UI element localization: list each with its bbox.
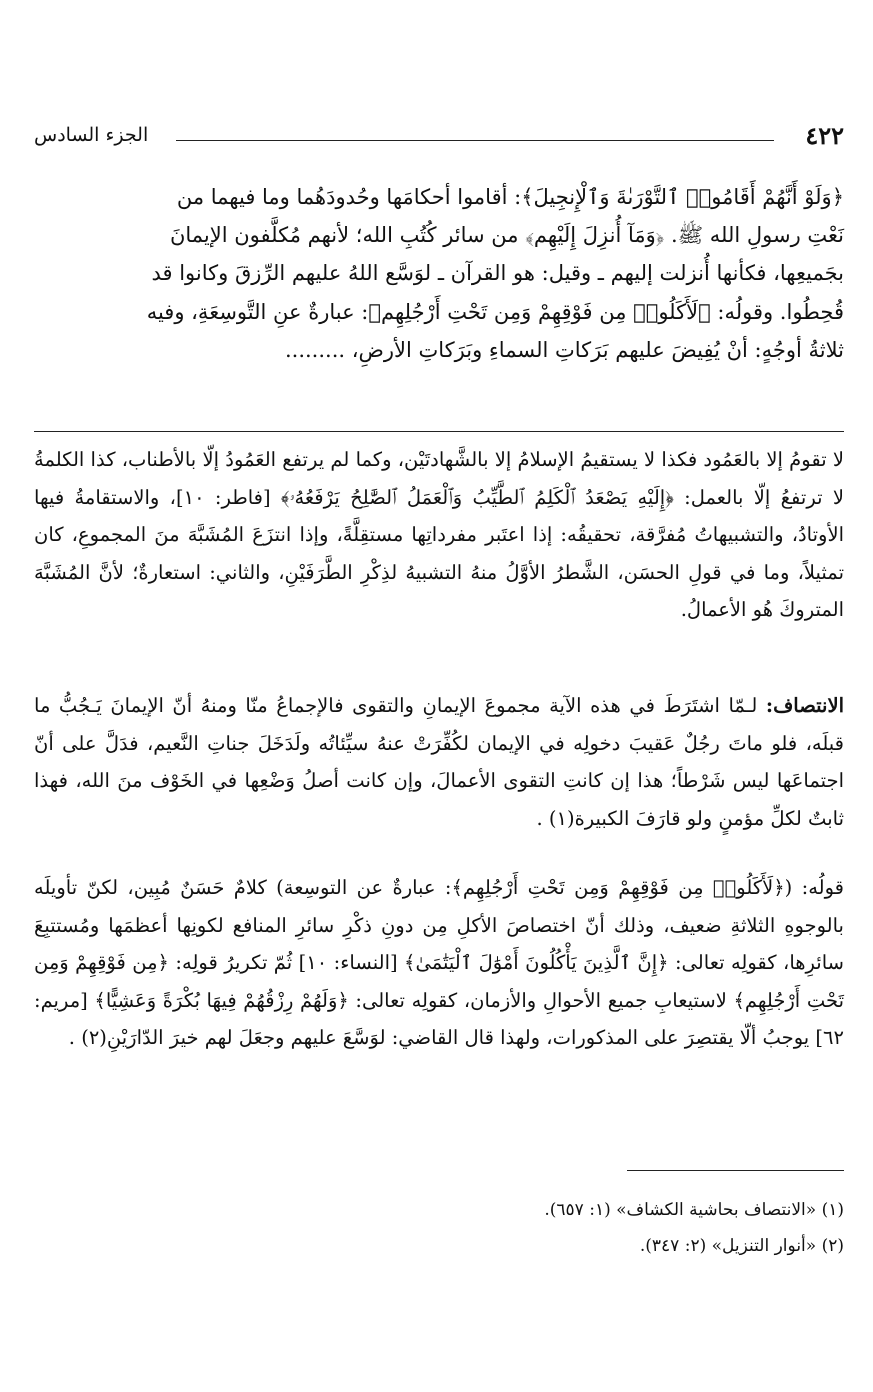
page-number: ٤٢٢ bbox=[805, 121, 844, 150]
commentary-paragraph bbox=[34, 441, 844, 629]
commentary-text: قولُه: (﴿لَأَكَلُوا۟ مِن فَوْقِهِمْ وَمِن تَحْتِ أَرْجُلِهِم﴾: عبارةٌ عن التوسِعة) كلامٌ حَسَنٌ مُبِين، لكنّ تأويلَه بالوجوهِ الثلاثةِ ضعيف، وذلك أنّ اختصاصَ الأكلِ مِن دونِ ذكْرِ سائرِ المنافع لكونِها أعظمَها ومُستتبِعَ سائرِها، كقولِه تعالى: ﴿إِنَّ ٱلَّذِينَ يَأْكُلُونَ أَمْوَٰلَ ٱلْيَتَٰمَىٰ﴾ [النساء: ١٠] ثُمّ تكريرُ قولِه: ﴿مِن فَوْقِهِمْ وَمِن تَحْتِ أَرْجُلِهِم﴾ لاستيعابِ جميع الأحوالِ والأزمان، كقولِه تعالى: ﴿وَلَهُمْ رِزْقُهُمْ فِيهَا بُكْرَةً وَعَشِيًّا﴾ [مريم: ٦٢] يوجبُ ألّا يقتصِرَ على المذكورات، ولهذا قال القاضي: لوَسَّعَ عليهم وجعَلَ لهم خيرَ الدّارَيْنِ(٢) . bbox=[34, 876, 845, 1050]
main-line: ثلاثةُ أوجُهٍ: أنْ يُفِيضَ عليهم بَرَكاتِ السماءِ وبَرَكاتِ الأرضِ، ......... bbox=[284, 337, 844, 362]
commentary-body: لـمّا اشتَرَطَ في هذه الآية مجموعَ الإيمانِ والتقوى فالإجماعُ منّا ومنهُ أنّ الإيمانَ يَـجُبُّ ما قبلَه، فلو ماتَ رجُلٌ عَقيبَ دخولِه في الإيمان لكُفِّرَتْ عنهُ سيِّئاتُه ولَدَخَلَ جناتِ النَّعيم، فدَلَّ على أنّ اجتماعَها ليس شَرْطاً؛ هذا إن كانتِ التقوى الأعمالَ، وإن كانت أصلُ وَضْعِها في الخَوْف منَ الله، فهذا ثابتٌ لكلِّ مؤمنٍ ولو قارَفَ الكبيرة(١) . bbox=[34, 694, 844, 830]
main-line: ﴿وَلَوْ أَنَّهُمْ أَقَامُوا۟ ٱلتَّوْرَىٰةَ وَٱلْإِنجِيلَ﴾: أقاموا أحكامَها وحُدودَهُما وما فيهما من bbox=[176, 185, 844, 209]
commentary-lead: الانتصاف: bbox=[765, 694, 844, 717]
header-rule bbox=[176, 140, 774, 141]
section-divider bbox=[34, 431, 844, 432]
footnote: (٢) «أنوار التنزيل» (٢: ٣٤٧). bbox=[639, 1236, 844, 1256]
commentary-text: لا تقومُ إلا بالعَمُود فكذا لا يستقيمُ الإسلامُ إلا بالشَّهادتَيْن، وكما لم يرتفع العَمُودُ إلّا بالأطناب، كذا الكلمةُ لا ترتفعُ إلّا بالعمل: ﴿إِلَيْهِ يَصْعَدُ ٱلْكَلِمُ ٱلطَّيِّبُ وَٱلْعَمَلُ ٱلصَّٰلِحُ يَرْفَعُهُۥ﴾ [فاطر: ١٠]، والاستقامةُ فيها الأوتادُ، والتشبيهاتُ مُفرَّقة، تحقيقُه: إذا اعتَبر مفرداتِها مستقِلَّةً، وإذا انتزَعَ المُشَبَّهَ منَ المجموعِ، كان تمثيلاً، وما في قولِ الحسَن، الشَّطرُ الأوَّلُ منهُ التشبيهُ لذِكْرِ الطَّرَفَيْنِ، والثاني: استعارةٌ؛ لأنَّ المُشَبَّهَ المتروكَ هُو الأعمالُ. bbox=[34, 448, 844, 622]
main-text bbox=[34, 178, 844, 369]
commentary-paragraph bbox=[34, 869, 844, 1057]
volume-label: الجزء السادس bbox=[34, 124, 149, 146]
footnote: (١) «الانتصاف بحاشية الكشاف» (١: ٦٥٧). bbox=[544, 1200, 844, 1220]
footnotes bbox=[34, 1192, 844, 1264]
main-line: بجَميعِها، فكأنها أُنزلت إليهم ـ وقيل: هو القرآن ـ لوَسَّع اللهُ عليهم الرِّزقَ وكانوا قد bbox=[151, 261, 844, 286]
footnote-rule bbox=[627, 1170, 844, 1171]
main-line: قُحِطُوا. وقولُه: ﴿لَأَكَلُوا۟ مِن فَوْقِهِمْ وَمِن تَحْتِ أَرْجُلِهِم﴾: عبارةٌ عنِ التَّوسِعَةِ، وفيه bbox=[146, 299, 844, 324]
commentary-text bbox=[34, 687, 844, 837]
page-header bbox=[34, 118, 844, 158]
commentary-paragraph bbox=[34, 687, 844, 837]
main-line: نَعْتِ رسولِ الله ﷺ. ﴿وَمَآ أُنزِلَ إِلَيْهِم﴾ من سائر كُتُبِ الله؛ لأنهم مُكلَّفون الإيمانَ bbox=[169, 223, 844, 248]
